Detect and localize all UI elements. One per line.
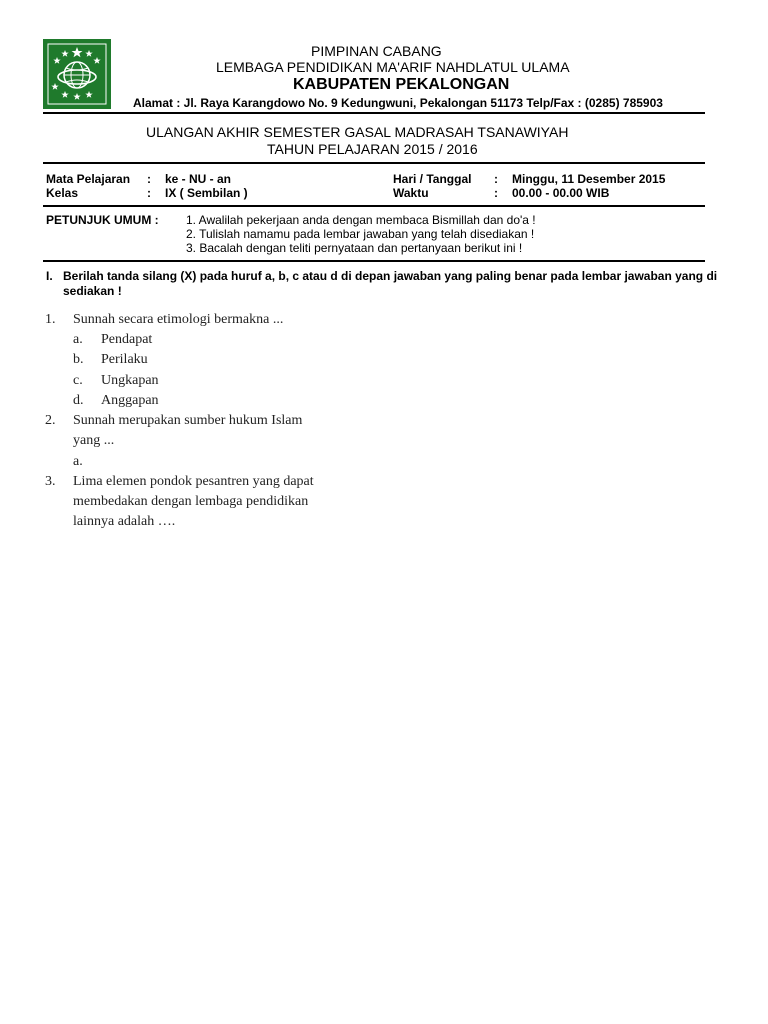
time-label: Waktu [393,186,429,200]
instructions-label: PETUNJUK UMUM : [46,213,159,227]
section-number: I. [46,269,53,283]
option-letter: a. [73,454,83,469]
question-number: 1. [45,312,56,327]
class-label: Kelas [46,186,79,200]
question-text: lainnya adalah …. [73,514,176,529]
question-text: Sunnah merupakan sumber hukum Islam [73,413,303,428]
class-colon: : [147,186,151,200]
letterhead-line3: KABUPATEN PEKALONGAN [293,76,510,93]
divider [43,260,705,262]
subject-label: Mata Pelajaran [46,172,131,186]
instruction-item: 3. Bacalah dengan teliti pernyataan dan pertanyaan berikut ini ! [186,241,523,255]
letterhead-line2: LEMBAGA PENDIDIKAN MA'ARIF NAHDLATUL ULAMA [216,59,570,75]
day-colon: : [494,172,498,186]
day-label: Hari / Tanggal [393,172,472,186]
letterhead-line1: PIMPINAN CABANG [311,43,442,59]
option-text: Pendapat [101,332,153,347]
nu-logo-icon [43,39,111,109]
question-number: 3. [45,474,56,489]
letterhead-address: Alamat : Jl. Raya Karangdowo No. 9 Kedungwuni, Pekalongan 51173 Telp/Fax : (0285) 785903 [133,96,663,110]
question-number: 2. [45,413,56,428]
option-text: Anggapan [101,393,159,408]
question-text: membedakan dengan lembaga pendidikan [73,494,309,509]
question-text: yang ... [73,433,115,448]
section-instruction: Berilah tanda silang (X) pada huruf a, b, c atau d di depan jawaban yang paling benar pada lembar jawaban yang di sediakan ! [63,269,718,298]
time-value: 00.00 - 00.00 WIB [512,186,610,200]
question-text: Sunnah secara etimologi bermakna ... [73,312,284,327]
exam-title: ULANGAN AKHIR SEMESTER GASAL MADRASAH TSANAWIYAH [146,124,569,140]
option-letter: a. [73,332,83,347]
divider [43,162,705,164]
option-letter: c. [73,373,83,388]
class-value: IX ( Sembilan ) [165,186,248,200]
exam-year: TAHUN PELAJARAN 2015 / 2016 [267,141,478,157]
divider [43,112,705,114]
instruction-item: 1. Awalilah pekerjaan anda dengan membaca Bismillah dan do'a ! [186,213,536,227]
instruction-item: 2. Tulislah namamu pada lembar jawaban yang telah disediakan ! [186,227,535,241]
subject-colon: : [147,172,151,186]
divider [43,205,705,207]
option-text: Ungkapan [101,373,159,388]
time-colon: : [494,186,498,200]
day-value: Minggu, 11 Desember 2015 [512,172,666,186]
option-text: Perilaku [101,352,148,367]
option-letter: d. [73,393,84,408]
question-text: Lima elemen pondok pesantren yang dapat [73,474,314,489]
option-letter: b. [73,352,84,367]
subject-value: ke - NU - an [165,172,232,186]
